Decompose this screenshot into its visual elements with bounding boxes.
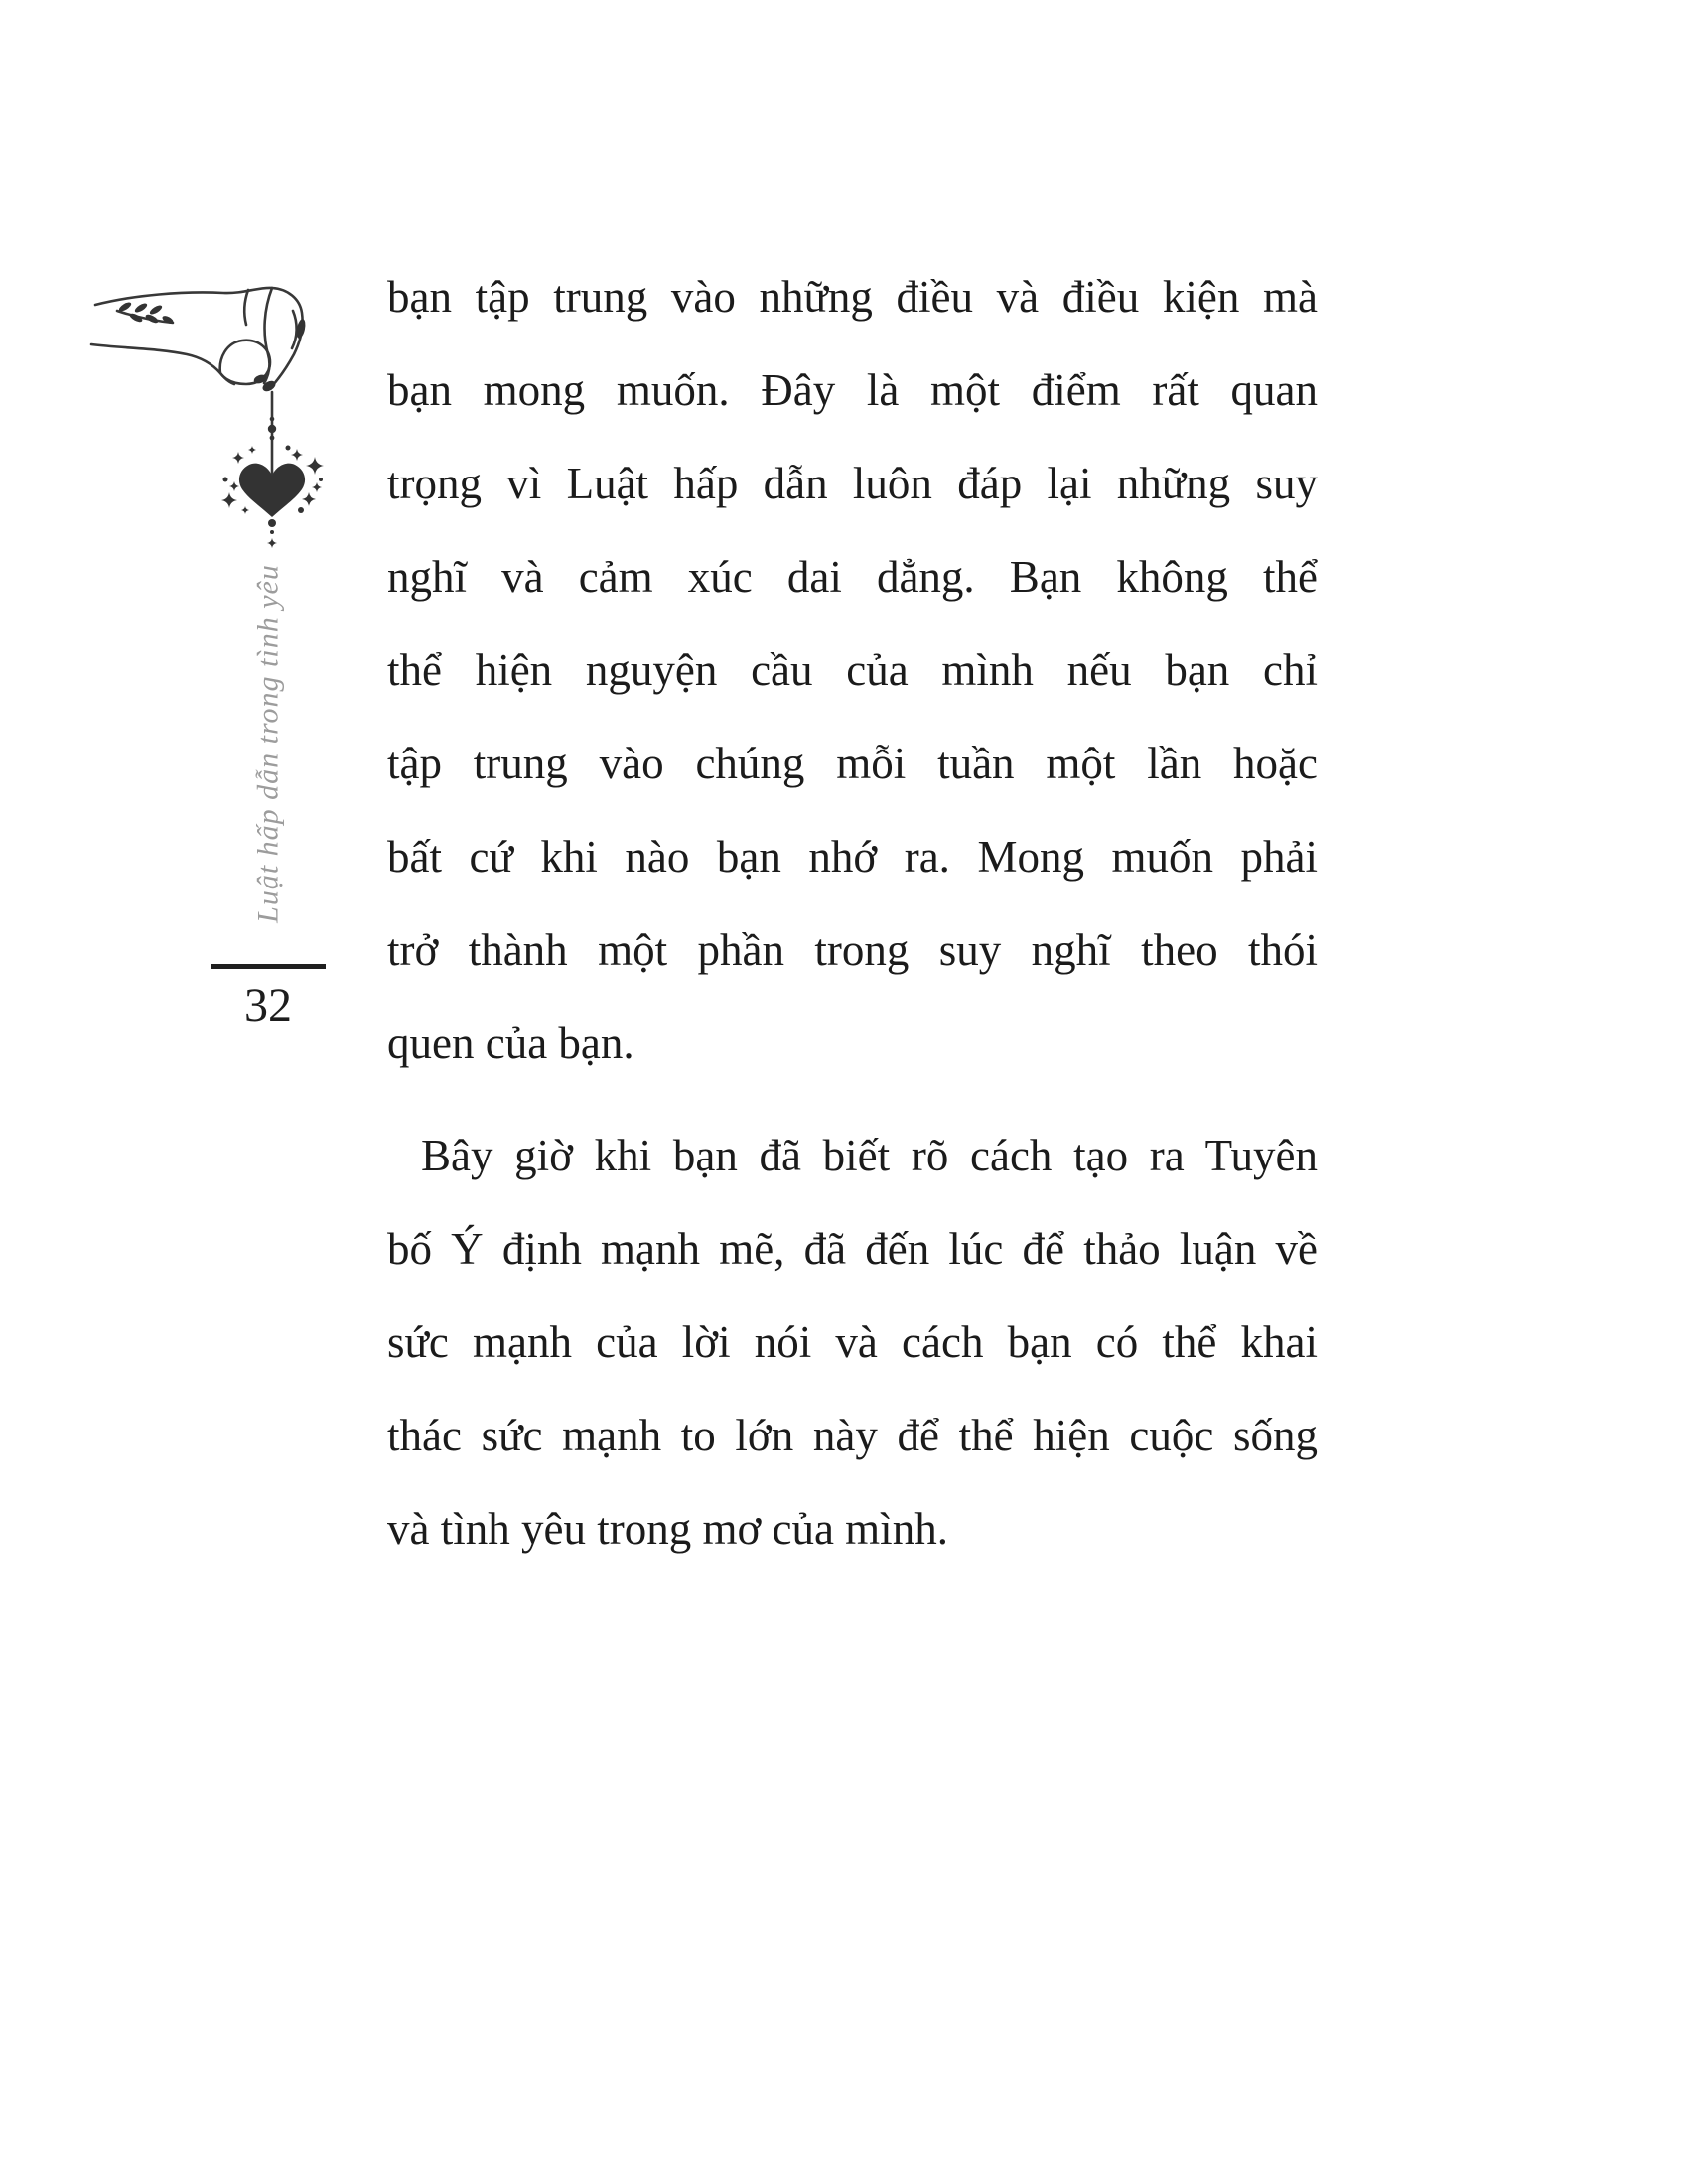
body-line: thể hiện nguyện cầu của mình nếu bạn chỉ xyxy=(387,645,1318,695)
body-line: tập trung vào chúng mỗi tuần một lần hoặc xyxy=(387,739,1318,788)
body-line: bất cứ khi nào bạn nhớ ra. Mong muốn phải xyxy=(387,832,1318,882)
body-line: bạn tập trung vào những điều và điều kiện mà xyxy=(387,272,1318,322)
body-line: trở thành một phần trong suy nghĩ theo thói xyxy=(387,925,1318,975)
paragraph-2 xyxy=(387,1109,1318,1575)
body-line: bố Ý định mạnh mẽ, đã đến lúc để thảo luận về xyxy=(387,1224,1318,1274)
body-line: thác sức mạnh to lớn này để thể hiện cuộc sống xyxy=(387,1411,1318,1460)
body-line: và tình yêu trong mơ của mình. xyxy=(387,1504,948,1554)
body-line: quen của bạn. xyxy=(387,1019,634,1068)
body-line: bạn mong muốn. Đây là một điểm rất quan xyxy=(387,365,1318,415)
paragraph-1 xyxy=(387,250,1318,1090)
page-number: 32 xyxy=(244,979,292,1031)
body-line: nghĩ và cảm xúc dai dẳng. Bạn không thể xyxy=(387,552,1318,602)
body-text xyxy=(387,250,1318,1575)
hand-heart-pendant-icon xyxy=(89,281,328,559)
body-line: sức mạnh của lời nói và cách bạn có thể khai xyxy=(387,1317,1318,1367)
side-title-vertical: Luật hấp dẫn trong tình yêu xyxy=(251,564,285,923)
body-line: trọng vì Luật hấp dẫn luôn đáp lại những suy xyxy=(387,459,1318,508)
body-line: Bây giờ khi bạn đã biết rõ cách tạo ra Tuyên xyxy=(421,1131,1318,1180)
page-number-rule xyxy=(211,964,326,969)
